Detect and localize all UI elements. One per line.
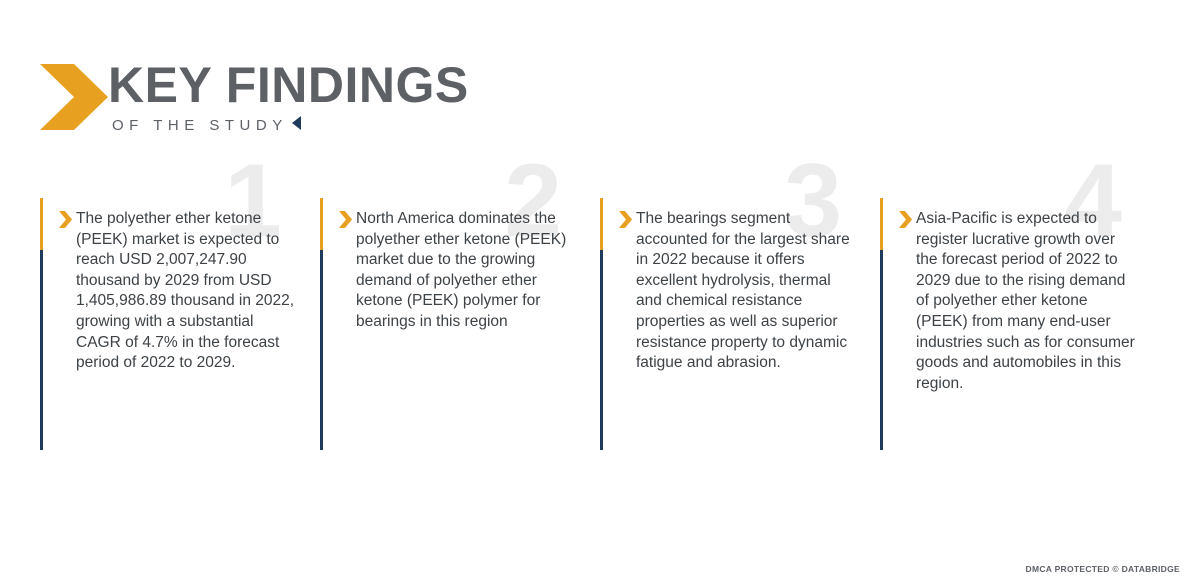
chevron-right-icon	[40, 64, 108, 130]
card-accent	[880, 198, 883, 250]
card-text: North America dominates the polyether ether ketone (PEEK) market due to the growing demand of polyether ether ketone (PEEK) polymer for bearings in this region	[356, 210, 567, 330]
card-number: 2	[504, 143, 562, 259]
list-item	[600, 143, 880, 450]
card-text: The bearings segment accounted for the largest share in 2022 because it offers excellent hydrolysis, thermal and chemical resistance properties as well as superior resistance property to dynamic fatigue and abrasion.	[636, 210, 850, 372]
card-text: Asia-Pacific is expected to register lucrative growth over the forecast period of 2022 to 2029 due to the rising demand of polyether ether ketone (PEEK) from many end-user industries such as for consumer goods and automobiles in this region.	[916, 210, 1135, 392]
card-number: 3	[784, 143, 842, 259]
card-accent	[40, 198, 43, 250]
card-number: 1	[224, 143, 282, 259]
card-body	[619, 209, 857, 374]
copyright-notice: DMCA PROTECTED © DATABRIDGE	[1025, 564, 1180, 574]
list-item	[40, 143, 320, 450]
list-item	[320, 143, 600, 450]
findings-list	[40, 143, 1160, 450]
list-item	[880, 143, 1160, 450]
chevron-right-icon	[59, 211, 72, 233]
page-title: KEY FINDINGS	[108, 57, 469, 113]
chevron-right-icon	[619, 211, 632, 233]
card-body	[339, 209, 577, 333]
page-subtitle: OF THE STUDY	[112, 117, 288, 134]
chevron-right-icon	[339, 211, 352, 233]
subtitle-row	[112, 116, 469, 135]
card-body	[59, 209, 297, 374]
card-accent	[320, 198, 323, 250]
card-text: The polyether ether ketone (PEEK) market is expected to reach USD 2,007,247.90 thousand by 2029 from USD 1,405,986.89 thousand in 2022, growing with a substantial CAGR of 4.7% in the forecast period of 2022 to 2029.	[76, 210, 295, 372]
title-block	[108, 58, 469, 135]
card-accent	[600, 198, 603, 250]
card-body	[899, 209, 1137, 394]
card-number: 4	[1064, 143, 1122, 259]
chevron-right-icon	[899, 211, 912, 233]
chevron-left-icon	[290, 116, 302, 135]
